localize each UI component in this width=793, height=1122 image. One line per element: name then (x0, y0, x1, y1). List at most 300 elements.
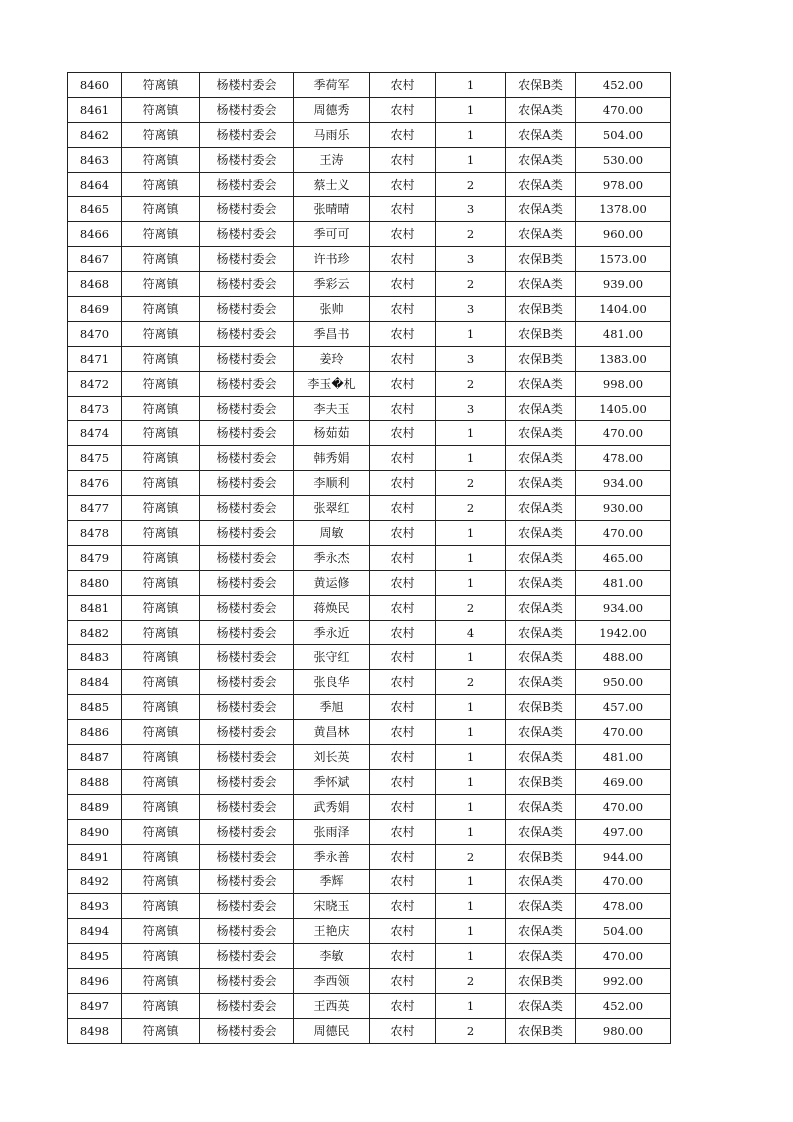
cell-area-type: 农村 (370, 869, 436, 894)
cell-row-id: 8487 (68, 745, 122, 770)
cell-household-count: 2 (436, 1018, 506, 1043)
cell-amount: 465.00 (576, 545, 671, 570)
cell-amount: 934.00 (576, 471, 671, 496)
table-row (68, 147, 671, 172)
cell-amount: 530.00 (576, 147, 671, 172)
cell-village-committee: 杨楼村委会 (200, 794, 294, 819)
cell-person-name: 季永杰 (294, 545, 370, 570)
cell-insurance-category: 农保A类 (506, 122, 576, 147)
cell-amount: 504.00 (576, 122, 671, 147)
cell-area-type: 农村 (370, 695, 436, 720)
cell-insurance-category: 农保A类 (506, 471, 576, 496)
cell-area-type: 农村 (370, 496, 436, 521)
cell-insurance-category: 农保A类 (506, 670, 576, 695)
cell-area-type: 农村 (370, 894, 436, 919)
cell-village-committee: 杨楼村委会 (200, 645, 294, 670)
cell-person-name: 周德民 (294, 1018, 370, 1043)
cell-village-committee: 杨楼村委会 (200, 869, 294, 894)
cell-person-name: 武秀娟 (294, 794, 370, 819)
table-row (68, 620, 671, 645)
cell-household-count: 1 (436, 321, 506, 346)
table-row (68, 197, 671, 222)
cell-insurance-category: 农保A类 (506, 944, 576, 969)
cell-person-name: 周敏 (294, 521, 370, 546)
cell-town: 符离镇 (122, 769, 200, 794)
cell-village-committee: 杨楼村委会 (200, 97, 294, 122)
cell-row-id: 8463 (68, 147, 122, 172)
table-row (68, 222, 671, 247)
cell-village-committee: 杨楼村委会 (200, 993, 294, 1018)
table-row (68, 645, 671, 670)
cell-area-type: 农村 (370, 272, 436, 297)
cell-amount: 1405.00 (576, 396, 671, 421)
cell-person-name: 黄昌林 (294, 720, 370, 745)
cell-amount: 452.00 (576, 73, 671, 98)
cell-row-id: 8492 (68, 869, 122, 894)
cell-insurance-category: 农保B类 (506, 1018, 576, 1043)
cell-town: 符离镇 (122, 446, 200, 471)
cell-town: 符离镇 (122, 496, 200, 521)
table-row (68, 919, 671, 944)
cell-household-count: 1 (436, 695, 506, 720)
table-row (68, 496, 671, 521)
cell-village-committee: 杨楼村委会 (200, 446, 294, 471)
cell-household-count: 1 (436, 97, 506, 122)
cell-household-count: 3 (436, 197, 506, 222)
cell-household-count: 3 (436, 346, 506, 371)
cell-household-count: 1 (436, 819, 506, 844)
cell-insurance-category: 农保B类 (506, 297, 576, 322)
cell-person-name: 季彩云 (294, 272, 370, 297)
cell-household-count: 2 (436, 969, 506, 994)
cell-row-id: 8471 (68, 346, 122, 371)
cell-amount: 470.00 (576, 794, 671, 819)
table-row (68, 396, 671, 421)
cell-town: 符离镇 (122, 993, 200, 1018)
cell-village-committee: 杨楼村委会 (200, 396, 294, 421)
cell-amount: 452.00 (576, 993, 671, 1018)
cell-area-type: 农村 (370, 745, 436, 770)
cell-area-type: 农村 (370, 421, 436, 446)
cell-amount: 934.00 (576, 595, 671, 620)
cell-town: 符离镇 (122, 944, 200, 969)
cell-household-count: 1 (436, 794, 506, 819)
cell-row-id: 8473 (68, 396, 122, 421)
cell-amount: 992.00 (576, 969, 671, 994)
table-row (68, 272, 671, 297)
cell-row-id: 8478 (68, 521, 122, 546)
cell-area-type: 农村 (370, 620, 436, 645)
cell-row-id: 8480 (68, 570, 122, 595)
cell-area-type: 农村 (370, 595, 436, 620)
table-row (68, 172, 671, 197)
cell-insurance-category: 农保A类 (506, 745, 576, 770)
cell-area-type: 农村 (370, 172, 436, 197)
cell-town: 符离镇 (122, 969, 200, 994)
cell-household-count: 3 (436, 247, 506, 272)
cell-insurance-category: 农保A类 (506, 620, 576, 645)
table-row (68, 595, 671, 620)
cell-area-type: 农村 (370, 794, 436, 819)
cell-village-committee: 杨楼村委会 (200, 969, 294, 994)
cell-person-name: 刘长英 (294, 745, 370, 770)
cell-household-count: 2 (436, 496, 506, 521)
cell-person-name: 季荷军 (294, 73, 370, 98)
cell-household-count: 1 (436, 720, 506, 745)
cell-insurance-category: 农保A类 (506, 993, 576, 1018)
cell-amount: 998.00 (576, 371, 671, 396)
cell-household-count: 1 (436, 745, 506, 770)
cell-insurance-category: 农保A类 (506, 794, 576, 819)
cell-row-id: 8461 (68, 97, 122, 122)
cell-amount: 457.00 (576, 695, 671, 720)
data-table (67, 72, 671, 1044)
cell-town: 符离镇 (122, 620, 200, 645)
cell-household-count: 1 (436, 147, 506, 172)
cell-village-committee: 杨楼村委会 (200, 297, 294, 322)
cell-village-committee: 杨楼村委会 (200, 122, 294, 147)
cell-village-committee: 杨楼村委会 (200, 496, 294, 521)
cell-village-committee: 杨楼村委会 (200, 819, 294, 844)
cell-amount: 470.00 (576, 944, 671, 969)
cell-amount: 939.00 (576, 272, 671, 297)
cell-insurance-category: 农保A类 (506, 720, 576, 745)
cell-person-name: 张晴晴 (294, 197, 370, 222)
cell-town: 符离镇 (122, 844, 200, 869)
cell-amount: 1573.00 (576, 247, 671, 272)
cell-household-count: 1 (436, 993, 506, 1018)
cell-person-name: 韩秀娟 (294, 446, 370, 471)
cell-village-committee: 杨楼村委会 (200, 421, 294, 446)
table-row (68, 993, 671, 1018)
table-row (68, 570, 671, 595)
cell-household-count: 2 (436, 670, 506, 695)
cell-row-id: 8476 (68, 471, 122, 496)
cell-village-committee: 杨楼村委会 (200, 545, 294, 570)
cell-town: 符离镇 (122, 570, 200, 595)
table-row (68, 97, 671, 122)
cell-row-id: 8466 (68, 222, 122, 247)
cell-town: 符离镇 (122, 371, 200, 396)
table-row (68, 521, 671, 546)
cell-person-name: 季可可 (294, 222, 370, 247)
cell-row-id: 8485 (68, 695, 122, 720)
cell-row-id: 8495 (68, 944, 122, 969)
table-row (68, 73, 671, 98)
table-row (68, 769, 671, 794)
cell-insurance-category: 农保B类 (506, 321, 576, 346)
cell-town: 符离镇 (122, 421, 200, 446)
cell-area-type: 农村 (370, 97, 436, 122)
cell-insurance-category: 农保A类 (506, 570, 576, 595)
cell-area-type: 农村 (370, 769, 436, 794)
cell-town: 符离镇 (122, 819, 200, 844)
cell-village-committee: 杨楼村委会 (200, 919, 294, 944)
cell-row-id: 8467 (68, 247, 122, 272)
cell-row-id: 8486 (68, 720, 122, 745)
cell-village-committee: 杨楼村委会 (200, 1018, 294, 1043)
cell-amount: 497.00 (576, 819, 671, 844)
cell-person-name: 王艳庆 (294, 919, 370, 944)
cell-area-type: 农村 (370, 570, 436, 595)
cell-row-id: 8470 (68, 321, 122, 346)
cell-person-name: 李顺利 (294, 471, 370, 496)
cell-insurance-category: 农保B类 (506, 695, 576, 720)
cell-village-committee: 杨楼村委会 (200, 570, 294, 595)
cell-town: 符离镇 (122, 396, 200, 421)
cell-household-count: 1 (436, 545, 506, 570)
cell-village-committee: 杨楼村委会 (200, 247, 294, 272)
cell-village-committee: 杨楼村委会 (200, 844, 294, 869)
cell-row-id: 8481 (68, 595, 122, 620)
cell-row-id: 8469 (68, 297, 122, 322)
cell-amount: 470.00 (576, 869, 671, 894)
cell-amount: 980.00 (576, 1018, 671, 1043)
cell-row-id: 8475 (68, 446, 122, 471)
cell-town: 符离镇 (122, 745, 200, 770)
cell-person-name: 张良华 (294, 670, 370, 695)
cell-person-name: 季永近 (294, 620, 370, 645)
cell-household-count: 1 (436, 919, 506, 944)
cell-town: 符离镇 (122, 521, 200, 546)
cell-area-type: 农村 (370, 321, 436, 346)
cell-town: 符离镇 (122, 1018, 200, 1043)
cell-amount: 470.00 (576, 521, 671, 546)
cell-town: 符离镇 (122, 670, 200, 695)
cell-area-type: 农村 (370, 720, 436, 745)
cell-village-committee: 杨楼村委会 (200, 197, 294, 222)
cell-person-name: 李敏 (294, 944, 370, 969)
cell-amount: 1383.00 (576, 346, 671, 371)
cell-insurance-category: 农保B类 (506, 969, 576, 994)
cell-insurance-category: 农保A类 (506, 371, 576, 396)
cell-household-count: 3 (436, 396, 506, 421)
cell-household-count: 2 (436, 844, 506, 869)
cell-person-name: 季辉 (294, 869, 370, 894)
cell-town: 符离镇 (122, 247, 200, 272)
cell-village-committee: 杨楼村委会 (200, 944, 294, 969)
cell-amount: 960.00 (576, 222, 671, 247)
cell-insurance-category: 农保A类 (506, 869, 576, 894)
cell-village-committee: 杨楼村委会 (200, 620, 294, 645)
cell-area-type: 农村 (370, 122, 436, 147)
table-row (68, 247, 671, 272)
table-row (68, 894, 671, 919)
cell-area-type: 农村 (370, 919, 436, 944)
cell-village-committee: 杨楼村委会 (200, 371, 294, 396)
cell-amount: 470.00 (576, 720, 671, 745)
cell-person-name: 张帅 (294, 297, 370, 322)
cell-row-id: 8489 (68, 794, 122, 819)
cell-area-type: 农村 (370, 222, 436, 247)
table-row (68, 371, 671, 396)
cell-area-type: 农村 (370, 73, 436, 98)
cell-row-id: 8483 (68, 645, 122, 670)
cell-insurance-category: 农保A类 (506, 545, 576, 570)
cell-town: 符离镇 (122, 794, 200, 819)
cell-area-type: 农村 (370, 819, 436, 844)
cell-household-count: 3 (436, 297, 506, 322)
table-row (68, 944, 671, 969)
cell-town: 符离镇 (122, 346, 200, 371)
cell-area-type: 农村 (370, 844, 436, 869)
cell-household-count: 1 (436, 122, 506, 147)
cell-household-count: 1 (436, 944, 506, 969)
cell-amount: 470.00 (576, 421, 671, 446)
cell-insurance-category: 农保A类 (506, 197, 576, 222)
cell-town: 符离镇 (122, 172, 200, 197)
cell-household-count: 2 (436, 272, 506, 297)
cell-town: 符离镇 (122, 197, 200, 222)
table-row (68, 695, 671, 720)
cell-person-name: 王西英 (294, 993, 370, 1018)
cell-row-id: 8488 (68, 769, 122, 794)
table-row (68, 670, 671, 695)
cell-town: 符离镇 (122, 147, 200, 172)
cell-area-type: 农村 (370, 247, 436, 272)
cell-insurance-category: 农保A类 (506, 446, 576, 471)
cell-row-id: 8462 (68, 122, 122, 147)
cell-area-type: 农村 (370, 545, 436, 570)
cell-area-type: 农村 (370, 993, 436, 1018)
cell-person-name: 季永善 (294, 844, 370, 869)
cell-area-type: 农村 (370, 1018, 436, 1043)
cell-insurance-category: 农保B类 (506, 73, 576, 98)
cell-town: 符离镇 (122, 97, 200, 122)
cell-village-committee: 杨楼村委会 (200, 745, 294, 770)
cell-amount: 481.00 (576, 570, 671, 595)
cell-village-committee: 杨楼村委会 (200, 147, 294, 172)
cell-insurance-category: 农保A类 (506, 919, 576, 944)
cell-area-type: 农村 (370, 944, 436, 969)
table-row (68, 122, 671, 147)
cell-village-committee: 杨楼村委会 (200, 471, 294, 496)
cell-amount: 469.00 (576, 769, 671, 794)
cell-amount: 481.00 (576, 745, 671, 770)
cell-village-committee: 杨楼村委会 (200, 695, 294, 720)
cell-row-id: 8460 (68, 73, 122, 98)
cell-person-name: 黄运修 (294, 570, 370, 595)
cell-row-id: 8490 (68, 819, 122, 844)
cell-household-count: 1 (436, 421, 506, 446)
cell-town: 符离镇 (122, 645, 200, 670)
cell-village-committee: 杨楼村委会 (200, 894, 294, 919)
cell-area-type: 农村 (370, 197, 436, 222)
cell-amount: 1404.00 (576, 297, 671, 322)
cell-row-id: 8477 (68, 496, 122, 521)
cell-person-name: 季怀斌 (294, 769, 370, 794)
cell-area-type: 农村 (370, 645, 436, 670)
table-body (68, 73, 671, 1044)
cell-row-id: 8468 (68, 272, 122, 297)
cell-insurance-category: 农保B类 (506, 247, 576, 272)
cell-person-name: 许书珍 (294, 247, 370, 272)
cell-person-name: 宋晓玉 (294, 894, 370, 919)
cell-row-id: 8491 (68, 844, 122, 869)
cell-household-count: 2 (436, 222, 506, 247)
cell-row-id: 8472 (68, 371, 122, 396)
cell-insurance-category: 农保A类 (506, 595, 576, 620)
cell-insurance-category: 农保A类 (506, 97, 576, 122)
table-row (68, 545, 671, 570)
cell-town: 符离镇 (122, 919, 200, 944)
cell-village-committee: 杨楼村委会 (200, 222, 294, 247)
cell-row-id: 8465 (68, 197, 122, 222)
cell-row-id: 8498 (68, 1018, 122, 1043)
cell-insurance-category: 农保B类 (506, 769, 576, 794)
cell-person-name: 李西领 (294, 969, 370, 994)
cell-town: 符离镇 (122, 222, 200, 247)
cell-area-type: 农村 (370, 297, 436, 322)
cell-insurance-category: 农保A类 (506, 819, 576, 844)
cell-row-id: 8493 (68, 894, 122, 919)
cell-area-type: 农村 (370, 371, 436, 396)
cell-insurance-category: 农保A类 (506, 645, 576, 670)
cell-amount: 930.00 (576, 496, 671, 521)
table-row (68, 1018, 671, 1043)
table-row (68, 745, 671, 770)
table-row (68, 471, 671, 496)
cell-area-type: 农村 (370, 969, 436, 994)
cell-person-name: 姜玲 (294, 346, 370, 371)
cell-household-count: 4 (436, 620, 506, 645)
cell-town: 符离镇 (122, 595, 200, 620)
table-row (68, 794, 671, 819)
cell-village-committee: 杨楼村委会 (200, 172, 294, 197)
cell-town: 符离镇 (122, 720, 200, 745)
cell-area-type: 农村 (370, 446, 436, 471)
cell-insurance-category: 农保A类 (506, 396, 576, 421)
cell-household-count: 1 (436, 769, 506, 794)
cell-row-id: 8479 (68, 545, 122, 570)
cell-town: 符离镇 (122, 869, 200, 894)
cell-amount: 978.00 (576, 172, 671, 197)
cell-village-committee: 杨楼村委会 (200, 769, 294, 794)
cell-household-count: 2 (436, 371, 506, 396)
cell-amount: 950.00 (576, 670, 671, 695)
cell-town: 符离镇 (122, 73, 200, 98)
cell-amount: 1942.00 (576, 620, 671, 645)
table-row (68, 321, 671, 346)
cell-person-name: 张雨泽 (294, 819, 370, 844)
cell-amount: 944.00 (576, 844, 671, 869)
cell-household-count: 1 (436, 521, 506, 546)
table-row (68, 421, 671, 446)
cell-household-count: 2 (436, 595, 506, 620)
cell-row-id: 8484 (68, 670, 122, 695)
table-row (68, 969, 671, 994)
cell-amount: 478.00 (576, 894, 671, 919)
cell-row-id: 8474 (68, 421, 122, 446)
cell-person-name: 王涛 (294, 147, 370, 172)
cell-insurance-category: 农保A类 (506, 521, 576, 546)
cell-village-committee: 杨楼村委会 (200, 670, 294, 695)
cell-row-id: 8496 (68, 969, 122, 994)
cell-insurance-category: 农保A类 (506, 147, 576, 172)
cell-household-count: 1 (436, 894, 506, 919)
table-row (68, 819, 671, 844)
cell-person-name: 马雨乐 (294, 122, 370, 147)
cell-area-type: 农村 (370, 521, 436, 546)
cell-row-id: 8464 (68, 172, 122, 197)
cell-household-count: 1 (436, 869, 506, 894)
cell-insurance-category: 农保A类 (506, 496, 576, 521)
cell-household-count: 1 (436, 645, 506, 670)
cell-household-count: 1 (436, 73, 506, 98)
cell-town: 符离镇 (122, 297, 200, 322)
cell-amount: 481.00 (576, 321, 671, 346)
cell-person-name: 张守红 (294, 645, 370, 670)
